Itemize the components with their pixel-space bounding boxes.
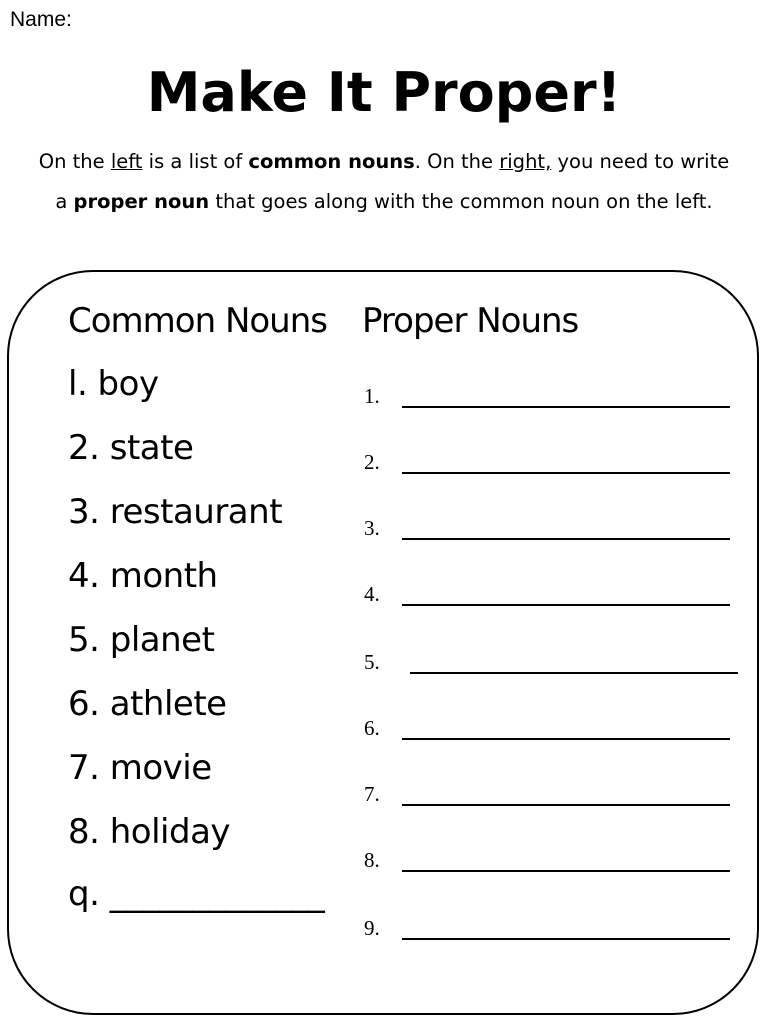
common-noun-item: 2. state [68,428,194,468]
instructions-text-5: that goes along with the common noun on the left. [209,190,713,213]
proper-nouns-heading: Proper Nouns [362,301,579,341]
common-noun-item: l. boy [68,364,159,404]
proper-noun-answer-line[interactable] [402,538,730,540]
instructions-text-3: . On the [414,150,500,173]
instructions-left: left [110,150,143,173]
common-nouns-heading: Common Nouns [68,301,327,341]
common-noun-item: 7. movie [68,748,212,788]
proper-noun-answer-line[interactable] [402,804,730,806]
proper-noun-row [364,510,734,540]
proper-noun-number: 3. [364,516,380,540]
proper-noun-number: 1. [364,384,380,408]
proper-noun-row [364,910,734,940]
name-label: Name: [10,8,72,31]
common-noun-blank: q. _____________ [68,874,325,914]
proper-noun-row [364,710,734,740]
proper-noun-number: 4. [364,582,380,606]
proper-noun-row [364,576,734,606]
common-noun-item: 3. restaurant [68,492,283,532]
proper-noun-row [364,776,734,806]
proper-noun-row [364,644,734,674]
instructions-text-1: On the [38,150,111,173]
proper-noun-row [364,378,734,408]
common-noun-item: 6. athlete [68,684,227,724]
instructions-text-4: you need to write a [55,150,730,213]
worksheet-title: Make It Proper! [146,61,622,124]
proper-noun-answer-line[interactable] [402,472,730,474]
common-noun-item: 8. holiday [68,812,231,852]
proper-noun-answer-line[interactable] [402,938,730,940]
instructions-right: right, [499,150,552,173]
proper-noun-answer-line[interactable] [402,604,730,606]
proper-noun-row [364,444,734,474]
instructions-proper-noun: proper noun [73,190,210,213]
proper-noun-number: 6. [364,716,380,740]
instructions [30,142,738,222]
instructions-common-nouns: common nouns [248,150,415,173]
common-noun-item: 5. planet [68,620,215,660]
proper-noun-number: 8. [364,848,380,872]
proper-noun-number: 9. [364,916,380,940]
proper-noun-row [364,842,734,872]
proper-noun-number: 5. [364,650,380,674]
proper-noun-number: 7. [364,782,380,806]
proper-noun-answer-line[interactable] [410,672,738,674]
proper-noun-answer-line[interactable] [402,870,730,872]
instructions-text-2: is a list of [142,150,249,173]
common-noun-item: 4. month [68,556,218,596]
proper-noun-answer-line[interactable] [402,738,730,740]
proper-noun-answer-line[interactable] [402,406,730,408]
proper-noun-number: 2. [364,450,380,474]
